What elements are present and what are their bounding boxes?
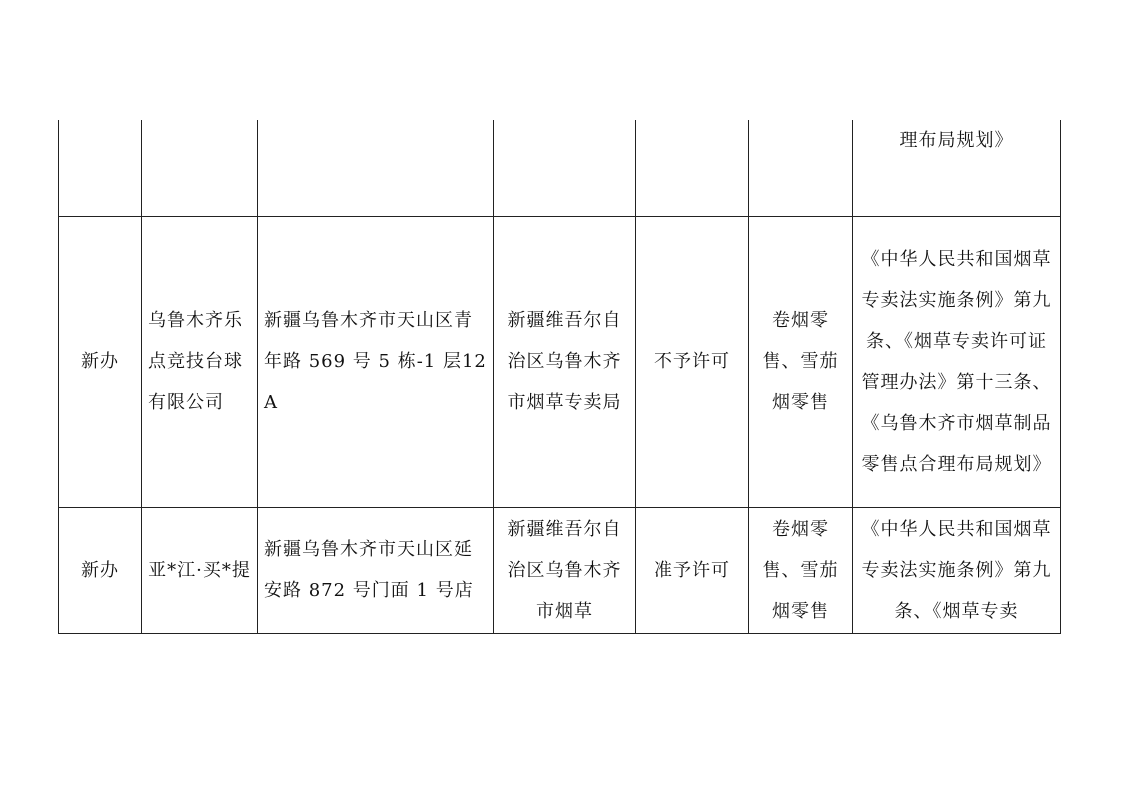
cell-empty [636,120,749,216]
cell-address: 新疆乌鲁木齐市天山区延安路 872 号门面 1 号店 [258,507,494,633]
cell-decision: 准予许可 [636,507,749,633]
table-row [59,216,1061,507]
cell-basis-continuation [853,120,1061,216]
cell-applicant: 乌鲁木齐乐点竞技台球有限公司 [142,216,258,507]
cell-type: 新办 [59,216,142,507]
cell-empty [59,120,142,216]
cell-empty [749,120,853,216]
cell-type: 新办 [59,507,142,633]
cell-empty [494,120,636,216]
cell-scope: 卷烟零售、雪茄烟零售 [749,216,853,507]
basis-tail-text: 理布局规划》 [899,130,1014,151]
cell-authority: 新疆维吾尔自治区乌鲁木齐市烟草专卖局 [494,216,636,507]
cell-address: 新疆乌鲁木齐市天山区青年路 569 号 5 栋-1 层12A [258,216,494,507]
cell-applicant: 亚*江·买*提 [142,507,258,633]
table-row-continuation [59,120,1061,216]
cell-basis: 《中华人民共和国烟草专卖法实施条例》第九条、《烟草专卖许可证管理办法》第十三条、《乌鲁木齐市烟草制品零售点合理布局规划》 [853,216,1061,507]
cell-decision: 不予许可 [636,216,749,507]
cell-authority: 新疆维吾尔自治区乌鲁木齐市烟草 [494,507,636,633]
cell-empty [258,120,494,216]
table-row [59,507,1061,633]
cell-scope: 卷烟零售、雪茄烟零售 [749,507,853,633]
permit-decision-table [58,120,1061,634]
cell-empty [142,120,258,216]
cell-basis: 《中华人民共和国烟草专卖法实施条例》第九条、《烟草专卖 [853,507,1061,633]
